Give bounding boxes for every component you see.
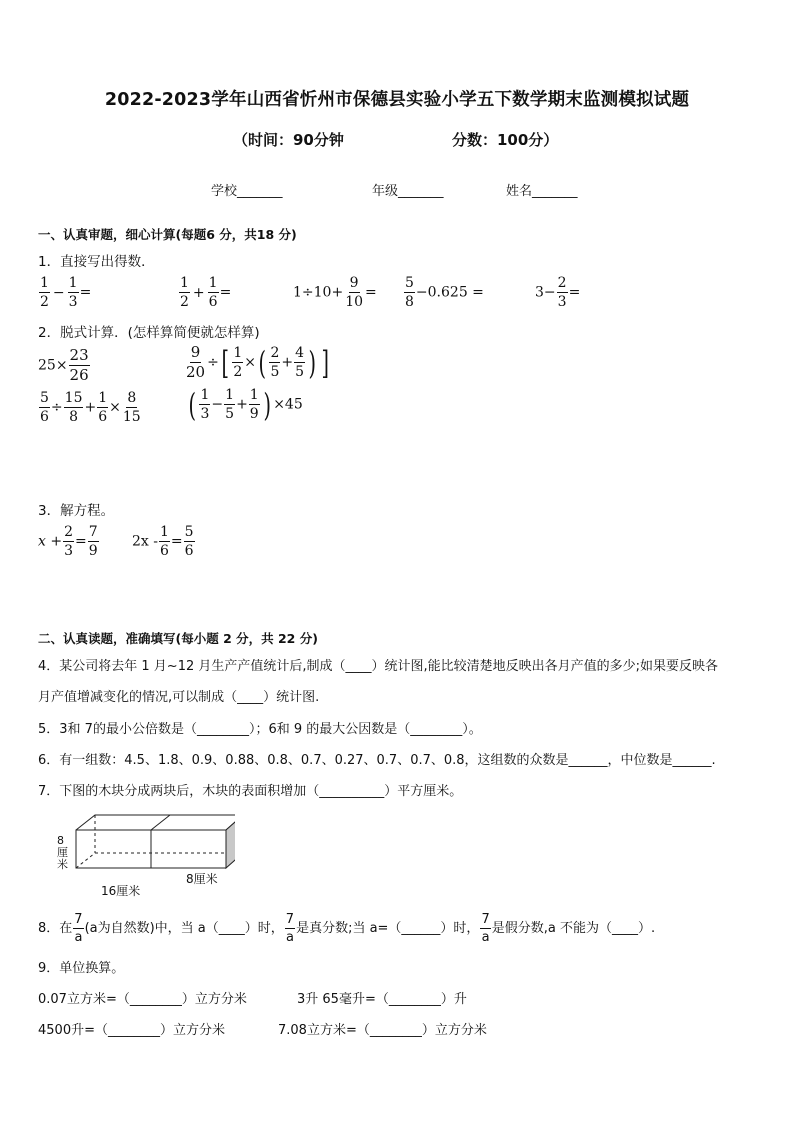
exam-time: （时间：90分钟 [233, 131, 344, 149]
section-2-heading: 二、认真读题，准确填写(每小题 2 分，共 22 分) [38, 631, 318, 646]
question-4-line-2: 月产值增减变化的情况,可以制成（____）统计图. [38, 690, 320, 705]
grade-field: 年级_______ [372, 184, 444, 199]
question-3-label: 3．解方程。 [38, 503, 115, 519]
section-1-heading: 一、认真审题，细心计算(每题6 分，共18 分) [38, 227, 297, 242]
q9-item-2: 3升 65毫升=（________）升 [297, 992, 467, 1007]
q3-equation-1: x + $\frac{2}{3}$ = $\frac{7}{9}$ [38, 524, 98, 559]
figure-length-label: 16厘米 [101, 884, 141, 898]
question-9-label: 9．单位换算。 [38, 961, 125, 976]
q1-expression-2: $\frac{1}{2}$ + $\frac{1}{6}$ = [180, 275, 232, 310]
q9-item-3: 4500升=（________）立方分米 [38, 1023, 225, 1038]
question-4-line-1: 4．某公司将去年 1 月~12 月生产产值统计后,制成（____）统计图,能比较清楚地反映出各月产值的多少;如果要反映各 [38, 659, 719, 674]
q3-equation-2: 2x - $\frac{1}{6}$ = $\frac{5}{6}$ [132, 524, 194, 559]
q9-item-1: 0.07立方米=（________）立方分米 [38, 992, 247, 1007]
q1-expression-4: $\frac{5}{8}$ −0.625 = [405, 275, 484, 310]
q9-item-4: 7.08立方米=（________）立方分米 [278, 1023, 487, 1038]
exam-score: 分数：100分） [452, 131, 559, 149]
q1-expression-5: 3− $\frac{2}{3}$ = [535, 275, 581, 310]
school-field: 学校_______ [211, 184, 283, 199]
figure-height-label: 8 厘 米 [57, 834, 68, 871]
figure-depth-label: 8厘米 [186, 872, 218, 886]
question-6: 6．有一组数：4.5、1.8、0.9、0.88、0.8、0.7、0.27、0.7、0.7、0.8，这组数的众数是______，中位数是______. [38, 753, 716, 768]
question-2-label: 2．脱式计算．(怎样算简便就怎样算) [38, 325, 260, 341]
question-8: 8．在 $\frac{7}{a}$ (a为自然数)中，当 a（____）时， $\frac{7}{a}$ 是真分数;当 a=（______）时， $\frac{7}{a}$ 是假分数,a 不能为（____）. [38, 912, 656, 945]
q2-expression-3: $\frac{5}{6}$ ÷ $\frac{15}{8}$ + $\frac{1}{6}$ × $\frac{8}{15}$ [40, 390, 141, 425]
page-title: 2022-2023学年山西省忻州市保德县实验小学五下数学期末监测模拟试题 [104, 90, 690, 110]
q2-expression-1: 25× $\frac{23}{26}$ [38, 346, 89, 384]
q1-expression-3: 1÷10+ $\frac{9}{10}$ = [293, 275, 377, 310]
name-field: 姓名_______ [506, 184, 578, 199]
q1-expression-1: $\frac{1}{2}$ − $\frac{1}{3}$ = [40, 275, 92, 310]
question-1-label: 1．直接写出得数． [38, 254, 155, 270]
q2-expression-2: $\frac{9}{20}$ ÷[ $\frac{1}{2}$ ×( $\frac{2}{5}$ + $\frac{4}{5}$ ) ] [186, 343, 329, 382]
question-5: 5．3和 7的最小公倍数是（________）；6和 9 的最大公因数是（________）。 [38, 722, 482, 737]
q2-expression-4: ( $\frac{1}{3}$ − $\frac{1}{5}$ + $\frac{1}{9}$ ) ×45 [188, 385, 303, 424]
question-7: 7．下图的木块分成两块后，木块的表面积增加（__________）平方厘米。 [38, 784, 463, 799]
